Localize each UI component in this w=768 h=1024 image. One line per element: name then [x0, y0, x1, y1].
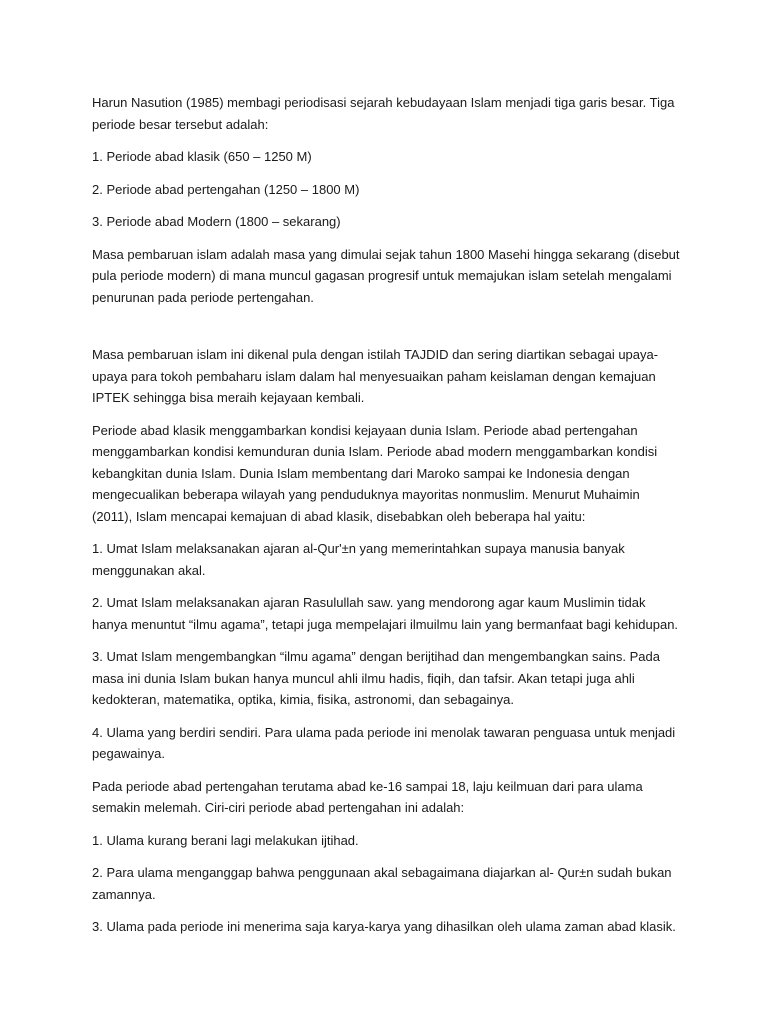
classic-period-paragraph: Periode abad klasik menggambarkan kondisi kejayaan dunia Islam. Periode abad pertengahan menggambarkan kondisi kemunduran dunia Islam. Periode abad modern menggambarkan kondisi kebangkitan dunia Islam. Dunia Islam membentang dari Maroko sampai ke Indonesia dengan mengecualikan beberapa wilayah yang penduduknya mayoritas nonmuslim. Menurut Muhaimin (2011), Islam mencapai kemajuan di abad klasik, disebabkan oleh beberapa hal yaitu: — [92, 422, 658, 524]
tajdid-paragraph: Masa pembaruan islam ini dikenal pula dengan istilah TAJDID dan sering diartikan sebagai upaya-upaya para tokoh pembaharu islam dalam hal menyesuaikan paham keislaman dengan kemajuan IPTEK sehingga bisa meraih kejayaan kembali. — [92, 347, 659, 405]
document-body — [92, 92, 682, 949]
characteristic-item-2: 2. Para ulama menganggap bahwa penggunaan akal sebagaimana diajarkan al- Qur±n sudah bukan zamannya. — [92, 865, 672, 902]
reason-item-2: 2. Umat Islam melaksanakan ajaran Rasulullah saw. yang mendorong agar kaum Muslimin tidak hanya menuntut “ilmu agama”, tetapi juga mempelajari ilmuilmu lain yang bermanfaat bagi kehidupan. — [92, 595, 679, 632]
characteristic-item-3: 3. Ulama pada periode ini menerima saja karya-karya yang dihasilkan oleh ulama zaman abad klasik. — [92, 919, 676, 934]
renewal-period-paragraph: Masa pembaruan islam adalah masa yang dimulai sejak tahun 1800 Masehi hingga sekarang (disebut pula periode modern) di mana muncul gagasan progresif untuk memajukan islam setelah mengalami penurunan pada periode pertengahan. — [92, 246, 680, 305]
reason-item-4: 4. Ulama yang berdiri sendiri. Para ulama pada periode ini menolak tawaran penguasa untuk menjadi pegawainya. — [92, 724, 676, 761]
characteristic-item-1: 1. Ulama kurang berani lagi melakukan ijtihad. — [92, 832, 359, 848]
reason-item-3: 3. Umat Islam mengembangkan “ilmu agama” dengan berijtihad dan mengembangkan sains. Pada masa ini dunia Islam bukan hanya muncul ahli ilmu hadis, fiqih, dan tafsir. Akan tetapi juga ahli kedokteran, matematika, optika, kimia, fisika, astronomi, dan sebagainya. — [92, 649, 660, 707]
reason-item-1: 1. Umat Islam melaksanakan ajaran al-Qur'±n yang memerintahkan supaya manusia banyak menggunakan akal. — [92, 541, 625, 578]
middle-period-paragraph: Pada periode abad pertengahan terutama abad ke-16 sampai 18, laju keilmuan dari para ulama semakin melemah. Ciri-ciri periode abad pertengahan ini adalah: — [92, 778, 643, 815]
period-item-classic: 1. Periode abad klasik (650 – 1250 M) — [92, 149, 312, 164]
period-item-modern: 3. Periode abad Modern (1800 – sekarang) — [92, 214, 341, 229]
intro-paragraph: Harun Nasution (1985) membagi periodisasi sejarah kebudayaan Islam menjadi tiga garis besar. Tiga periode besar tersebut adalah: — [92, 95, 675, 132]
period-item-middle: 2. Periode abad pertengahan (1250 – 1800 M) — [92, 181, 360, 197]
